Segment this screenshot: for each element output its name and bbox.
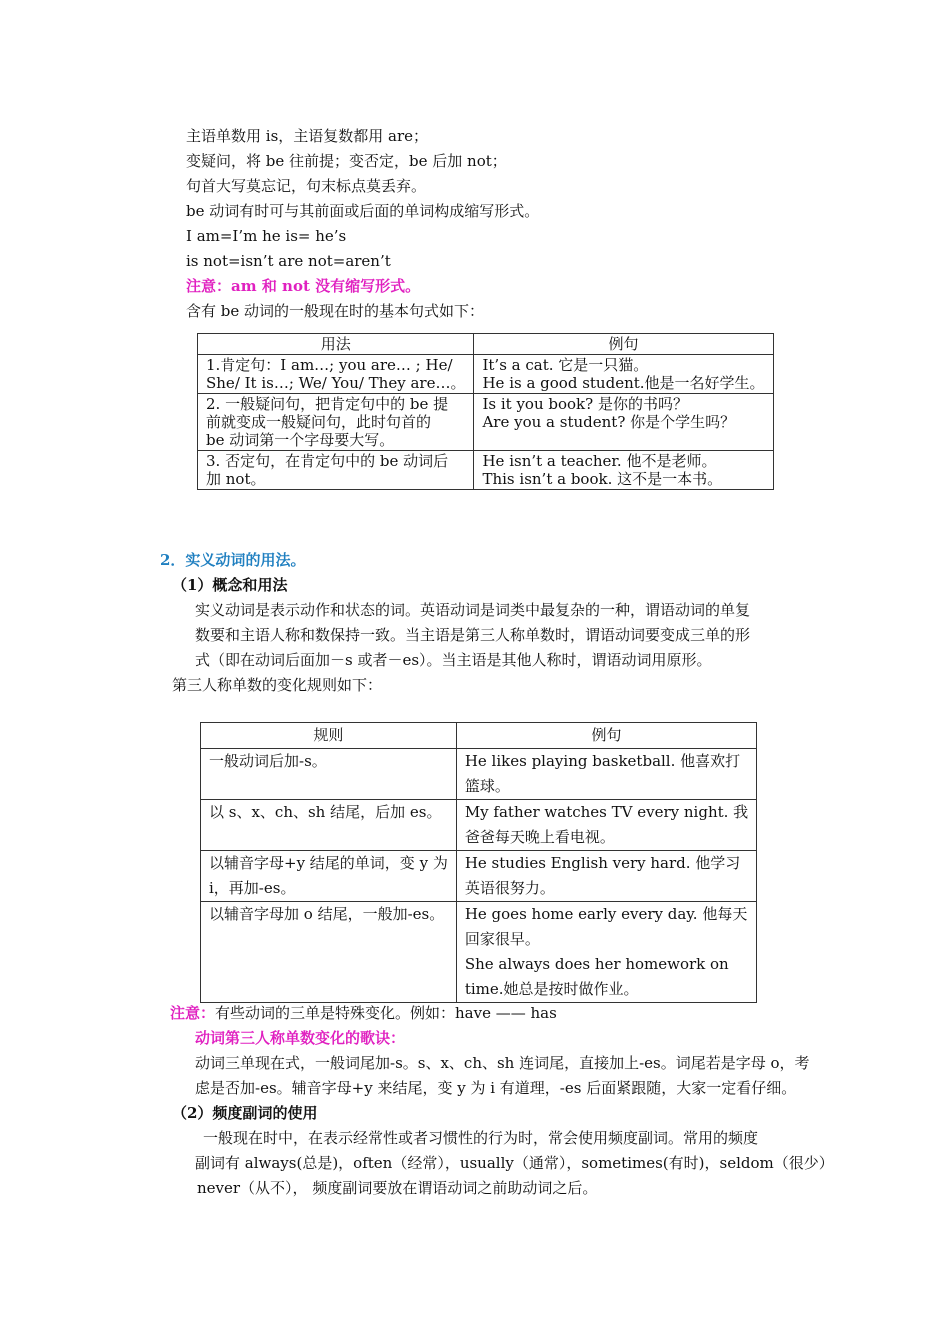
example-text: My father watches TV every night. 我 <box>464 803 749 821</box>
rule-line: 主语单数用 is，主语复数都用 are； <box>186 127 429 145</box>
table-row <box>198 451 774 490</box>
rule-line: 变疑问，将 be 往前提；变否定，be 后加 not； <box>186 152 507 170</box>
usage-text: 加 not。 <box>206 470 266 488</box>
example-text: Is it you book? 是你的书吗？ <box>482 395 688 413</box>
usage-text: 前就变成一般疑问句，此时句首的 <box>206 413 432 431</box>
table-row <box>198 355 774 394</box>
rhyme-title: 动词第三人称单数变化的歌诀： <box>195 1029 406 1047</box>
rhyme-line: 动词三单现在式，一般词尾加-s。s、x、ch、sh 连词尾，直接加上-es。词尾若是字母 o，考 <box>195 1054 810 1072</box>
rule-line: 句首大写莫忘记，句末标点莫丢弃。 <box>186 177 427 195</box>
header-example: 例句 <box>474 334 773 355</box>
example-text: He likes playing basketball. 他喜欢打 <box>464 752 741 770</box>
paragraph-line: 数要和主语人称和数保持一致。当主语是第三人称单数时，谓语动词要变成三单的形 <box>195 626 751 644</box>
usage-text: 1.肯定句：I am…; you are… ; He/ <box>206 356 453 374</box>
table-row <box>201 851 757 902</box>
be-verb-table <box>197 333 774 490</box>
example-text: Are you a student? 你是个学生吗？ <box>482 413 736 431</box>
table-row <box>198 394 774 451</box>
usage-text: She/ It is…; We/ You/ They are…。 <box>206 374 466 392</box>
paragraph-line: 副词有 always(总是)，often（经常），usually（通常），sometimes(有时)，seldom（很少） <box>195 1154 834 1172</box>
header-usage: 用法 <box>198 334 474 355</box>
subsection-title: （1）概念和用法 <box>172 576 288 594</box>
example-text: He studies English very hard. 他学习 <box>464 854 741 872</box>
rhyme-line: 虑是否加-es。辅音字母+y 来结尾，变 y 为 i 有道理，-es 后面紧跟随，大家一定看仔细。 <box>195 1079 797 1097</box>
usage-text: 3. 否定句，在肯定句中的 be 动词后 <box>206 452 449 470</box>
table-row <box>201 902 757 1003</box>
table2-intro: 第三人称单数的变化规则如下： <box>172 676 383 694</box>
rule-text: 以 s、x、ch、sh 结尾，后加 es。 <box>209 803 442 821</box>
paragraph-line: 一般现在时中，在表示经常性或者习惯性的行为时，常会使用频度副词。常用的频度 <box>203 1129 759 1147</box>
paragraph-line: 式（即在动词后面加－s 或者－es）。当主语是其他人称时，谓语动词用原形。 <box>195 651 712 669</box>
rule-text: i，再加-es。 <box>209 879 296 897</box>
usage-text: be 动词第一个字母要大写。 <box>206 431 395 449</box>
table-row <box>201 749 757 800</box>
example-text: 爸爸每天晚上看电视。 <box>464 828 615 846</box>
third-person-table <box>200 722 757 1003</box>
example-text: 回家很早。 <box>464 930 540 948</box>
note-special-forms <box>170 1003 557 1023</box>
subsection-title: （2）频度副词的使用 <box>172 1104 318 1122</box>
example-text: He goes home early every day. 他每天 <box>464 905 748 923</box>
example-text: It’s a cat. 它是一只猫。 <box>482 356 649 374</box>
header-rule: 规则 <box>201 723 457 749</box>
table1-intro: 含有 be 动词的一般现在时的基本句式如下： <box>186 302 485 320</box>
rule-text: 以辅音字母加 o 结尾，一般加-es。 <box>209 905 445 923</box>
rule-text: 一般动词后加-s。 <box>209 752 327 770</box>
note-label: 注意： <box>170 1004 216 1022</box>
note-text: 有些动词的三单是特殊变化。例如：have —— has <box>215 1004 557 1022</box>
header-example: 例句 <box>456 723 756 749</box>
paragraph-line: never（从不）， 频度副词要放在谓语动词之前助动词之后。 <box>197 1179 598 1197</box>
example-text: 篮球。 <box>464 777 510 795</box>
contraction-line: I am=I’m he is= he’s <box>186 227 347 245</box>
example-text: This isn’t a book. 这不是一本书。 <box>482 470 723 488</box>
paragraph-line: 实义动词是表示动作和状态的词。英语动词是词类中最复杂的一种，谓语动词的单复 <box>195 601 751 619</box>
example-text: He is a good student.他是一名好学生。 <box>482 374 765 392</box>
note-am-not: 注意：am 和 not 没有缩写形式。 <box>186 277 421 295</box>
example-text: time.她总是按时做作业。 <box>464 980 639 998</box>
rule-line: be 动词有时可与其前面或后面的单词构成缩写形式。 <box>186 202 540 220</box>
example-text: She always does her homework on <box>464 955 729 973</box>
rule-text: 以辅音字母+y 结尾的单词，变 y 为 <box>209 854 448 872</box>
section-title: 2．实义动词的用法。 <box>160 551 306 569</box>
example-text: 英语很努力。 <box>464 879 555 897</box>
contraction-line: is not=isn’t are not=aren’t <box>186 252 391 270</box>
example-text: He isn’t a teacher. 他不是老师。 <box>482 452 717 470</box>
usage-text: 2. 一般疑问句，把肯定句中的 be 提 <box>206 395 449 413</box>
table-row <box>201 800 757 851</box>
